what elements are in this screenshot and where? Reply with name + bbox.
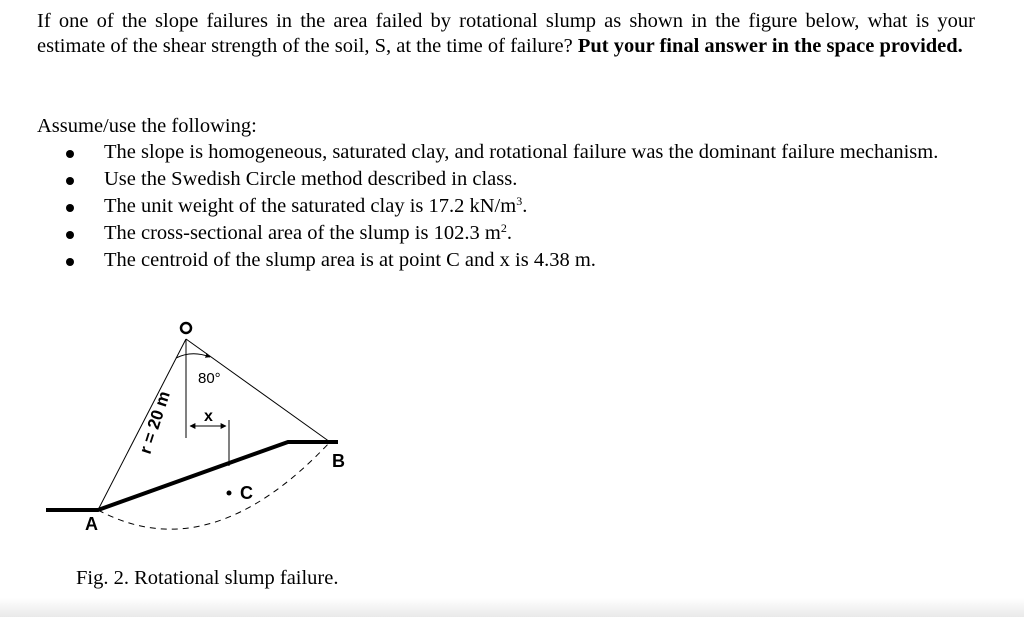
assumption-text: The centroid of the slump area is at point C and x is 4.38 m.	[104, 249, 596, 271]
slump-figure	[0, 300, 420, 560]
list-item	[0, 194, 974, 219]
centroid-point	[227, 491, 232, 496]
radius-line-b	[186, 339, 330, 442]
bullet-icon	[66, 150, 74, 158]
bullet-icon	[66, 231, 74, 239]
assumption-text: The slope is homogeneous, saturated clay, and rotational failure was the dominant failure mechanism.	[104, 141, 939, 163]
point-b-label: B	[332, 451, 345, 471]
x-label: x	[204, 408, 213, 425]
question-text	[37, 9, 975, 59]
assumptions-list	[0, 140, 1024, 275]
question-instruction: Put your final answer in the space provided.	[577, 35, 963, 57]
point-a-label: A	[85, 514, 98, 534]
period: .	[506, 222, 512, 244]
list-item	[0, 140, 974, 165]
list-item	[0, 167, 974, 192]
list-item	[0, 248, 974, 273]
assumption-text: The unit weight of the saturated clay is 17.2 kN/m	[104, 195, 517, 217]
failure-arc	[98, 442, 330, 529]
bullet-icon	[66, 258, 74, 266]
assumptions-heading: Assume/use the following:	[37, 115, 257, 137]
bullet-icon	[66, 204, 74, 212]
center-point-o	[181, 323, 191, 333]
list-item	[0, 221, 974, 246]
superscript: 3	[516, 194, 523, 208]
angle-label: 80°	[198, 370, 221, 387]
figure-caption: Fig. 2. Rotational slump failure.	[76, 567, 339, 589]
assumption-text: Use the Swedish Circle method described in class.	[104, 168, 518, 190]
superscript: 2	[500, 221, 507, 235]
bottom-fade	[0, 598, 1024, 617]
period: .	[522, 195, 528, 217]
angle-arc	[176, 354, 210, 358]
bullet-icon	[66, 177, 74, 185]
radius-label: r = 20 m	[135, 388, 174, 457]
point-c-label: C	[240, 483, 253, 503]
question-body: If one of the slope failures in the area failed by rotational slump as shown in the figure below, what is your estimate of the shear strength of the soil, S, at the time of failure?	[37, 10, 975, 57]
assumption-text: The cross-sectional area of the slump is 102.3 m	[104, 222, 501, 244]
